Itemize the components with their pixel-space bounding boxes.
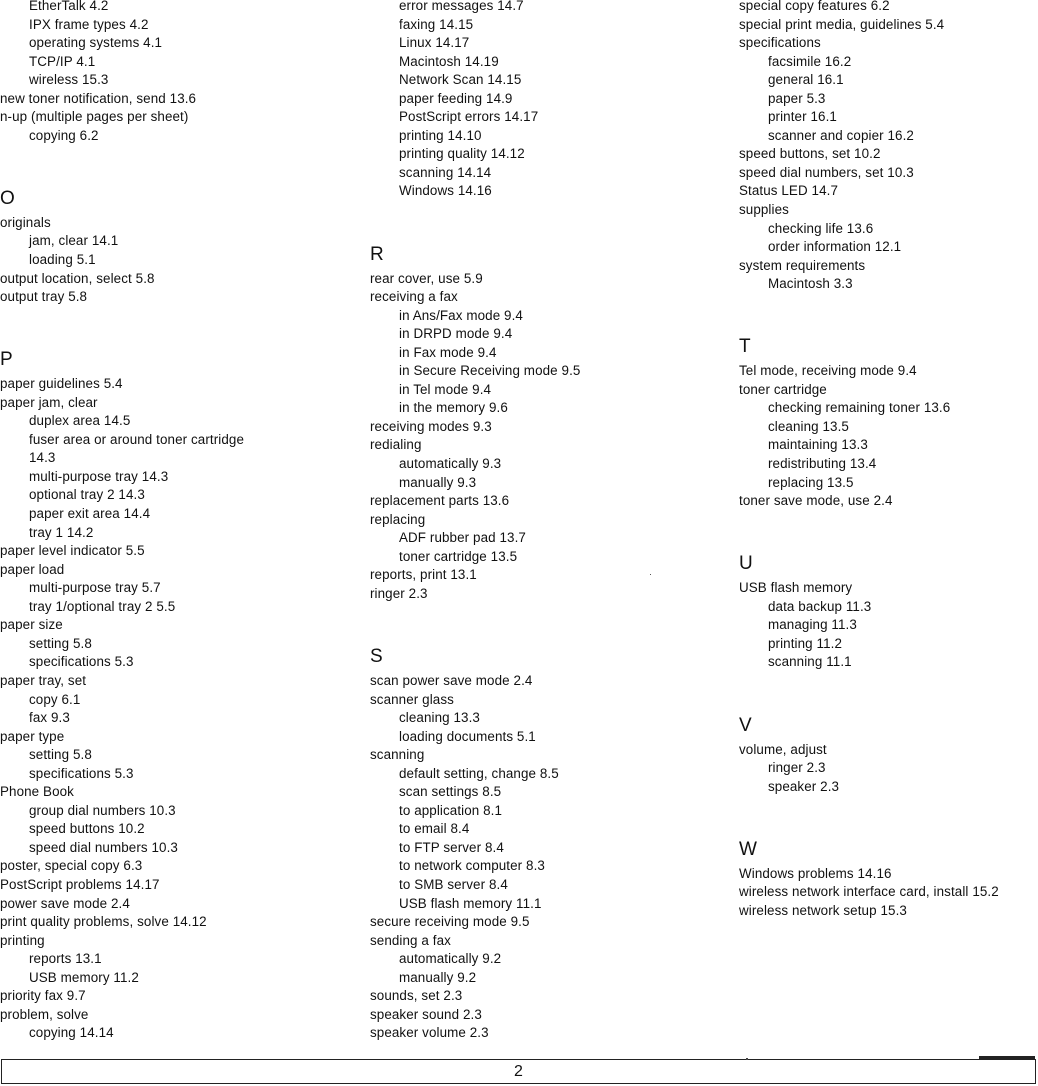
index-subentry: general 16.1 bbox=[768, 72, 844, 88]
section-letter: R bbox=[370, 243, 384, 265]
index-subentry: checking remaining toner 13.6 bbox=[768, 400, 951, 416]
index-entry: paper level indicator 5.5 bbox=[0, 543, 145, 559]
index-entry: poster, special copy 6.3 bbox=[0, 858, 143, 874]
index-subentry: in Tel mode 9.4 bbox=[399, 381, 492, 397]
index-entry: paper jam, clear bbox=[0, 394, 98, 410]
section-spacer bbox=[739, 672, 1038, 691]
index-column-1 bbox=[0, 0, 360, 1043]
index-entry: printing bbox=[0, 932, 45, 948]
index-entry: Status LED 14.7 bbox=[739, 183, 839, 199]
index-subentry: loading 5.1 bbox=[29, 252, 96, 268]
footer-mark bbox=[746, 1058, 748, 1060]
index-subentry: copying 6.2 bbox=[29, 127, 99, 143]
index-subentry: operating systems 4.1 bbox=[29, 35, 163, 51]
index-subentry: printing 11.2 bbox=[768, 635, 843, 651]
index-entry: system requirements bbox=[739, 257, 866, 273]
section-letter: W bbox=[739, 838, 757, 860]
index-entry: replacing bbox=[370, 511, 426, 527]
index-column-2 bbox=[370, 0, 730, 1043]
index-subentry: automatically 9.3 bbox=[399, 456, 502, 472]
index-subentry: USB flash memory 11.1 bbox=[399, 895, 542, 911]
index-subentry: specifications 5.3 bbox=[29, 765, 134, 781]
index-entry: toner cartridge bbox=[739, 381, 827, 397]
index-subentry: USB memory 11.2 bbox=[29, 969, 139, 985]
index-subentry: in the memory 9.6 bbox=[399, 400, 508, 416]
index-entry: volume, adjust bbox=[739, 741, 827, 757]
index-subentry: speed dial numbers 10.3 bbox=[29, 839, 178, 855]
index-entry: output location, select 5.8 bbox=[0, 270, 155, 286]
index-subentry: toner cartridge 13.5 bbox=[399, 548, 518, 564]
index-subentry: scanning 11.1 bbox=[768, 654, 852, 670]
index-entry: redialing bbox=[370, 437, 422, 453]
page-number: 2 bbox=[514, 1063, 523, 1080]
index-subentry: automatically 9.2 bbox=[399, 951, 502, 967]
index-subentry: Windows 14.16 bbox=[399, 183, 492, 199]
index-subentry: in Ans/Fax mode 9.4 bbox=[399, 307, 523, 323]
index-entry: speed buttons, set 10.2 bbox=[739, 146, 881, 162]
index-subentry: scanner and copier 16.2 bbox=[768, 127, 914, 143]
footer-notch bbox=[979, 1056, 1035, 1059]
index-entry: speaker volume 2.3 bbox=[370, 1025, 489, 1041]
index-subentry: loading documents 5.1 bbox=[399, 728, 536, 744]
index-entry: special copy features 6.2 bbox=[739, 0, 890, 13]
index-entry: receiving a fax bbox=[370, 289, 458, 305]
index-subentry: PostScript errors 14.17 bbox=[399, 109, 539, 125]
index-subentry: 14.3 bbox=[29, 450, 56, 466]
index-subentry: data backup 11.3 bbox=[768, 598, 872, 614]
stray-dot bbox=[650, 574, 651, 575]
section-letter: O bbox=[0, 187, 15, 209]
index-entry: print quality problems, solve 14.12 bbox=[0, 914, 207, 930]
index-entry: receiving modes 9.3 bbox=[370, 418, 492, 434]
index-entry: paper tray, set bbox=[0, 672, 87, 688]
index-subentry: specifications 5.3 bbox=[29, 654, 134, 670]
index-entry: speed dial numbers, set 10.3 bbox=[739, 164, 914, 180]
section-spacer bbox=[739, 294, 1038, 313]
index-subentry: IPX frame types 4.2 bbox=[29, 16, 149, 32]
index-subentry: speaker 2.3 bbox=[768, 778, 840, 794]
index-subentry: to SMB server 8.4 bbox=[399, 876, 508, 892]
section-letter: U bbox=[739, 553, 753, 575]
index-entry: scanner glass bbox=[370, 691, 454, 707]
index-entry: USB flash memory bbox=[739, 580, 853, 596]
index-entry: paper guidelines 5.4 bbox=[0, 376, 123, 392]
index-subentry: TCP/IP 4.1 bbox=[29, 53, 96, 69]
index-column-3 bbox=[739, 0, 1038, 920]
index-subentry: default setting, change 8.5 bbox=[399, 765, 559, 781]
index-subentry: paper exit area 14.4 bbox=[29, 506, 151, 522]
index-entry: special print media, guidelines 5.4 bbox=[739, 16, 945, 32]
section-spacer bbox=[370, 603, 730, 622]
index-entry: paper type bbox=[0, 728, 65, 744]
index-subentry: EtherTalk 4.2 bbox=[29, 0, 109, 13]
index-subentry: facsimile 16.2 bbox=[768, 53, 852, 69]
index-subentry: manually 9.3 bbox=[399, 474, 477, 490]
index-entry: toner save mode, use 2.4 bbox=[739, 493, 893, 509]
index-entry: wireless network interface card, install 15.2 bbox=[739, 884, 999, 900]
page-footer bbox=[1, 1059, 1036, 1084]
index-entry: priority fax 9.7 bbox=[0, 988, 86, 1004]
section-letter: V bbox=[739, 714, 752, 736]
index-subentry: maintaining 13.3 bbox=[768, 437, 868, 453]
index-entry: supplies bbox=[739, 202, 789, 218]
index-subentry: scanning 14.14 bbox=[399, 164, 492, 180]
index-entry: output tray 5.8 bbox=[0, 289, 88, 305]
section-spacer bbox=[739, 511, 1038, 530]
index-entry: reports, print 13.1 bbox=[370, 567, 477, 583]
index-entry: replacement parts 13.6 bbox=[370, 493, 510, 509]
index-subentry: to FTP server 8.4 bbox=[399, 839, 504, 855]
section-letter: S bbox=[370, 645, 383, 667]
index-subentry: group dial numbers 10.3 bbox=[29, 802, 176, 818]
index-subentry: tray 1 14.2 bbox=[29, 524, 94, 540]
index-subentry: duplex area 14.5 bbox=[29, 413, 131, 429]
section-letter: P bbox=[0, 349, 13, 371]
index-subentry: manually 9.2 bbox=[399, 969, 477, 985]
index-subentry: printer 16.1 bbox=[768, 109, 837, 125]
section-spacer bbox=[739, 796, 1038, 815]
index-subentry: paper 5.3 bbox=[768, 90, 826, 106]
index-entry: n-up (multiple pages per sheet) bbox=[0, 109, 189, 125]
section-spacer bbox=[370, 201, 730, 220]
index-subentry: to email 8.4 bbox=[399, 821, 470, 837]
index-entry: sounds, set 2.3 bbox=[370, 988, 463, 1004]
index-subentry: ADF rubber pad 13.7 bbox=[399, 530, 526, 546]
index-subentry: paper feeding 14.9 bbox=[399, 90, 513, 106]
index-subentry: setting 5.8 bbox=[29, 635, 92, 651]
index-entry: wireless network setup 15.3 bbox=[739, 902, 907, 918]
index-subentry: order information 12.1 bbox=[768, 239, 902, 255]
index-subentry: cleaning 13.5 bbox=[768, 418, 849, 434]
index-subentry: to network computer 8.3 bbox=[399, 858, 545, 874]
index-subentry: copying 14.14 bbox=[29, 1025, 114, 1041]
section-letter: T bbox=[739, 336, 751, 358]
index-subentry: multi-purpose tray 14.3 bbox=[29, 468, 169, 484]
index-subentry: setting 5.8 bbox=[29, 747, 92, 763]
index-subentry: multi-purpose tray 5.7 bbox=[29, 580, 161, 596]
index-entry: secure receiving mode 9.5 bbox=[370, 914, 530, 930]
index-subentry: speed buttons 10.2 bbox=[29, 821, 145, 837]
index-entry: rear cover, use 5.9 bbox=[370, 270, 483, 286]
index-subentry: printing quality 14.12 bbox=[399, 146, 525, 162]
index-subentry: fax 9.3 bbox=[29, 710, 70, 726]
index-subentry: optional tray 2 14.3 bbox=[29, 487, 145, 503]
index-subentry: cleaning 13.3 bbox=[399, 710, 480, 726]
index-subentry: reports 13.1 bbox=[29, 951, 102, 967]
index-subentry: in Fax mode 9.4 bbox=[399, 344, 497, 360]
index-subentry: managing 11.3 bbox=[768, 617, 857, 633]
index-entry: PostScript problems 14.17 bbox=[0, 876, 160, 892]
index-subentry: printing 14.10 bbox=[399, 127, 482, 143]
index-subentry: redistributing 13.4 bbox=[768, 456, 877, 472]
index-entry: power save mode 2.4 bbox=[0, 895, 130, 911]
index-subentry: replacing 13.5 bbox=[768, 474, 854, 490]
index-subentry: to application 8.1 bbox=[399, 802, 503, 818]
section-spacer bbox=[0, 145, 360, 164]
index-subentry: ringer 2.3 bbox=[768, 760, 826, 776]
index-subentry: in Secure Receiving mode 9.5 bbox=[399, 363, 581, 379]
index-subentry: wireless 15.3 bbox=[29, 72, 109, 88]
index-entry: Windows problems 14.16 bbox=[739, 865, 892, 881]
index-entry: speaker sound 2.3 bbox=[370, 1006, 482, 1022]
index-subentry: Macintosh 3.3 bbox=[768, 276, 853, 292]
index-entry: scan power save mode 2.4 bbox=[370, 672, 533, 688]
index-subentry: in DRPD mode 9.4 bbox=[399, 326, 513, 342]
index-subentry: Network Scan 14.15 bbox=[399, 72, 522, 88]
index-subentry: scan settings 8.5 bbox=[399, 784, 502, 800]
index-entry: Phone Book bbox=[0, 784, 74, 800]
index-subentry: Linux 14.17 bbox=[399, 35, 470, 51]
index-subentry: checking life 13.6 bbox=[768, 220, 874, 236]
index-entry: paper size bbox=[0, 617, 63, 633]
index-subentry: error messages 14.7 bbox=[399, 0, 524, 13]
index-subentry: faxing 14.15 bbox=[399, 16, 474, 32]
index-entry: ringer 2.3 bbox=[370, 585, 428, 601]
index-entry: scanning bbox=[370, 747, 425, 763]
index-subentry: Macintosh 14.19 bbox=[399, 53, 499, 69]
index-entry: sending a fax bbox=[370, 932, 451, 948]
index-entry: Tel mode, receiving mode 9.4 bbox=[739, 363, 917, 379]
index-entry: originals bbox=[0, 214, 51, 230]
index-entry: specifications bbox=[739, 35, 821, 51]
index-subentry: jam, clear 14.1 bbox=[29, 233, 119, 249]
index-entry: new toner notification, send 13.6 bbox=[0, 90, 197, 106]
index-entry: problem, solve bbox=[0, 1006, 89, 1022]
index-subentry: tray 1/optional tray 2 5.5 bbox=[29, 598, 176, 614]
section-spacer bbox=[0, 307, 360, 326]
index-subentry: copy 6.1 bbox=[29, 691, 81, 707]
index-entry: paper load bbox=[0, 561, 65, 577]
index-subentry: fuser area or around toner cartridge bbox=[29, 431, 244, 447]
